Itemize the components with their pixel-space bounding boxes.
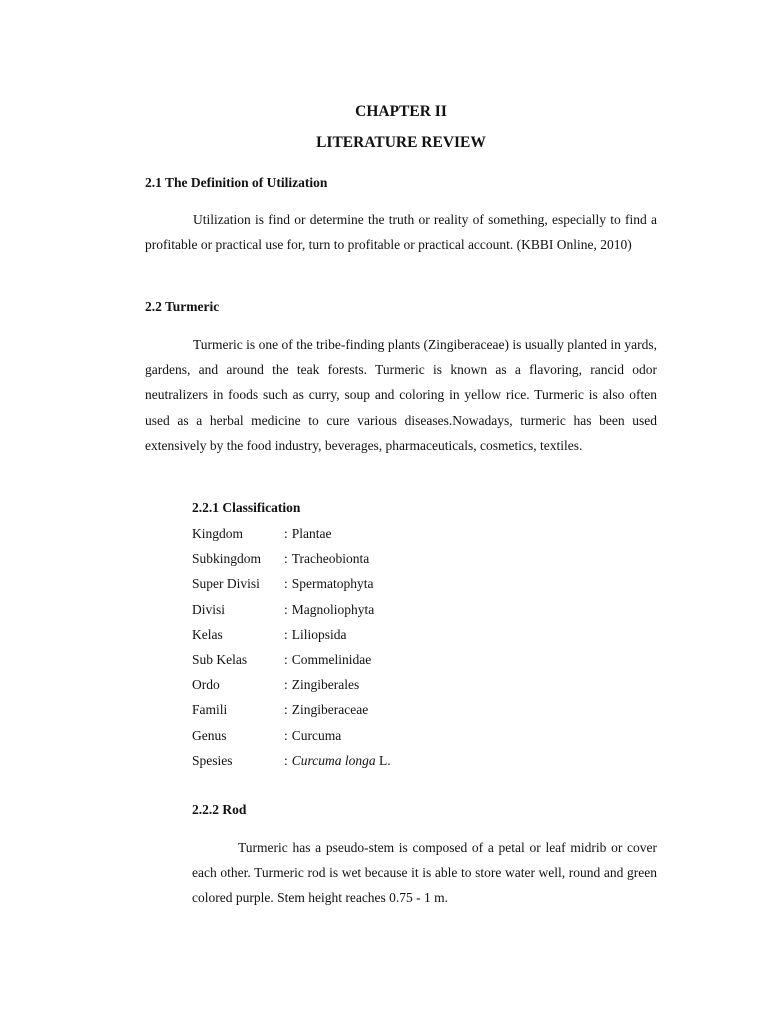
paragraph-rod: Turmeric has a pseudo-stem is composed of a petal or leaf midrib or cover each other. Turmeric rod is wet because it is able to store water well, round and green colored purple. Stem height reaches 0.75 - 1 m. (192, 840, 657, 906)
classification-row (192, 622, 612, 647)
rank-value: Liliopsida (291, 626, 347, 642)
classification-row (192, 672, 612, 697)
separator: : (284, 702, 288, 718)
separator: : (284, 576, 288, 592)
rank-value: Zingiberales (291, 677, 360, 693)
chapter-heading: CHAPTER II (355, 103, 447, 120)
classification-row-species (192, 748, 612, 773)
rank-label: Famili (192, 702, 228, 718)
separator: : (284, 651, 288, 667)
classification-row (192, 697, 612, 722)
separator: : (284, 601, 288, 617)
paragraph-utilization: Utilization is find or determine the truth or reality of something, especially to find a profitable or practical use for, turn to profitable or practical account. (KBBI Online, 2010) (145, 212, 657, 253)
rank-label: Super Divisi (192, 576, 260, 592)
classification-row (192, 546, 612, 571)
rank-label: Divisi (192, 601, 226, 617)
separator: : (284, 626, 288, 642)
rank-value: Tracheobionta (291, 551, 370, 567)
classification-row (192, 647, 612, 672)
classification-row (192, 571, 612, 596)
classification-row (192, 521, 612, 546)
rank-value: Plantae (291, 526, 332, 541)
species-name: Curcuma longa (291, 752, 376, 768)
rank-label: Sub Kelas (192, 651, 248, 667)
rank-value: Spermatophyta (291, 576, 374, 592)
rank-label: Spesies (192, 752, 233, 768)
rank-value: Commelinidae (291, 651, 372, 667)
rank-value: Zingiberaceae (291, 702, 369, 718)
rank-value: Magnoliophyta (291, 601, 375, 617)
classification-row (192, 597, 612, 622)
rank-label: Subkingdom (192, 551, 262, 567)
section-heading-2-1: 2.1 The Definition of Utilization (145, 175, 328, 190)
classification-list (192, 521, 612, 773)
section-heading-2-2: 2.2 Turmeric (145, 299, 220, 314)
rank-label: Ordo (192, 677, 220, 693)
classification-row (192, 723, 612, 748)
rank-label: Genus (192, 727, 227, 743)
chapter-title: LITERATURE REVIEW (316, 134, 486, 151)
separator: : (284, 526, 288, 541)
rank-label: Kingdom (192, 526, 244, 541)
separator: : (284, 677, 288, 693)
separator: : (284, 727, 288, 743)
rank-value: Curcuma (291, 727, 342, 743)
separator: : (284, 752, 288, 768)
species-author: L. (375, 752, 391, 768)
rank-label: Kelas (192, 626, 223, 642)
subsection-heading-2-2-2: 2.2.2 Rod (192, 802, 247, 817)
paragraph-turmeric: Turmeric is one of the tribe-finding plants (Zingiberaceae) is usually planted in yards, gardens, and around the teak forests. Turmeric is known as a flavoring, rancid odor neutralizers in foods such as curry, soup and coloring in yellow rice. Turmeric is also often used as a herbal medicine to cure various diseases.Nowadays, turmeric has been used extensively by the food industry, beverages, pharmaceuticals, cosmetics, textiles. (145, 337, 657, 453)
subsection-heading-2-2-1: 2.2.1 Classification (192, 500, 301, 515)
separator: : (284, 551, 288, 567)
